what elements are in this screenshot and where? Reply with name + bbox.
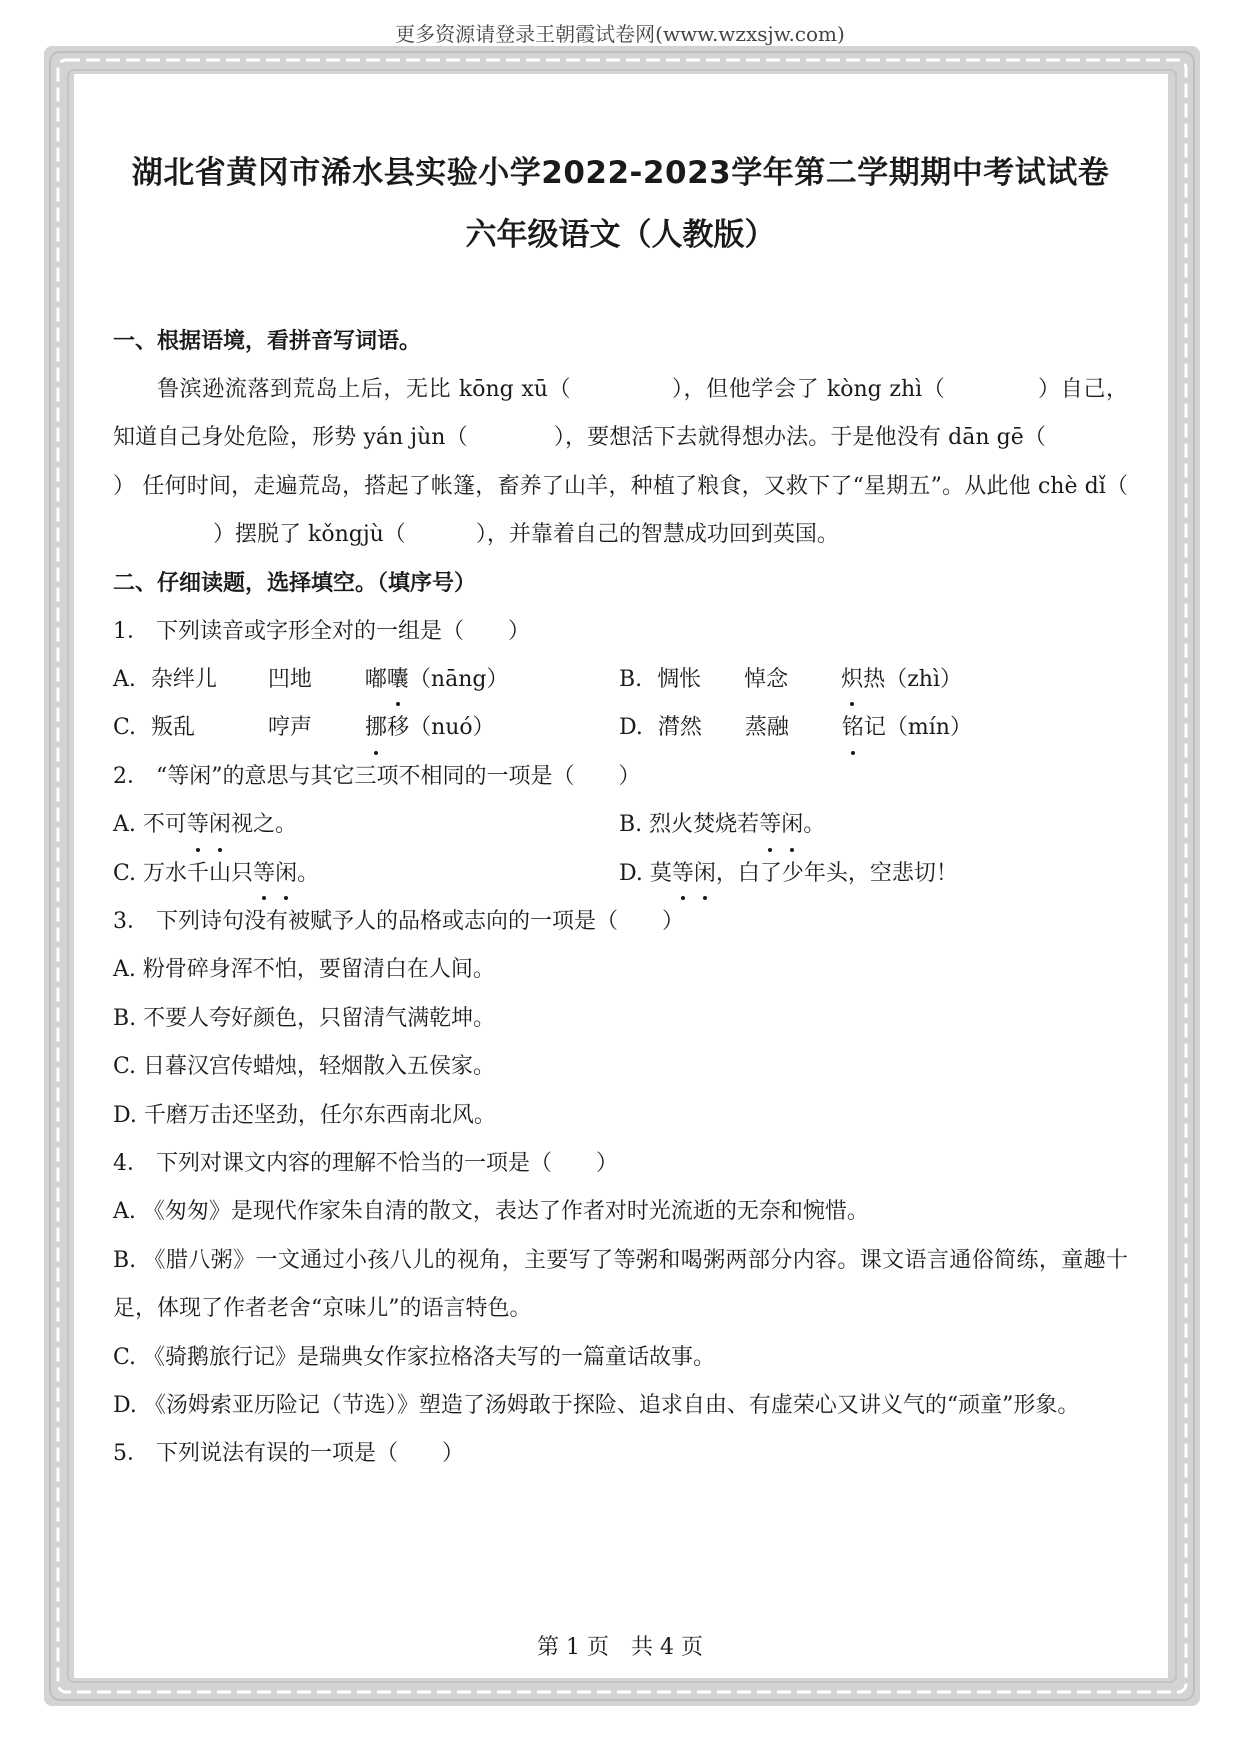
option-label: B. bbox=[619, 667, 643, 693]
option-d[interactable]: D. 莫等闲，白了少年头，空悲切！ bbox=[619, 850, 1125, 898]
option-b[interactable]: B. 不要人夸好颜色，只留清气满乾坤。 bbox=[113, 1005, 496, 1031]
question-3-stem: 3． 下列诗句没有被赋予人的品格或志向的一项是（ ） bbox=[113, 908, 684, 934]
option-b[interactable]: B. 烈火焚烧若等闲。 bbox=[619, 801, 1125, 849]
option-word: 杂绊儿 bbox=[150, 667, 217, 693]
emphasis-char: 挪 bbox=[365, 704, 387, 752]
emphasis-char: 等 bbox=[672, 850, 694, 898]
option-word: 叛乱 bbox=[151, 715, 196, 741]
option-c[interactable]: C. 万水千山只等闲。 bbox=[113, 850, 619, 898]
emphasis-char: 闲 bbox=[209, 801, 231, 849]
emphasis-char: 等 bbox=[759, 801, 781, 849]
option-word: 炽热（zhì） bbox=[841, 656, 962, 704]
option-b[interactable] bbox=[619, 656, 1125, 704]
emphasis-char: 囔 bbox=[387, 656, 409, 704]
emphasis-char: 闲 bbox=[275, 850, 297, 898]
top-banner: 更多资源请登录王朝霞试卷网(www.wzxsjw.com) bbox=[395, 22, 845, 46]
passage-part: ），但他学会了 kòng zhì（ bbox=[671, 377, 946, 402]
emphasis-char: 炽 bbox=[841, 656, 863, 704]
passage-part: ），并靠着自己的智慧成功回到英国。 bbox=[475, 522, 839, 548]
emphasis-char: 铭 bbox=[842, 704, 864, 752]
passage-part: ）摆脱了 kǒngjù（ bbox=[213, 522, 406, 548]
option-label: A. bbox=[113, 667, 136, 693]
exam-subtitle: 六年级语文（人教版） bbox=[465, 217, 776, 253]
option-d[interactable]: D. 《汤姆索亚历险记（节选）》塑造了汤姆敢于探险、追求自由、有虚荣心又讲义气的“顽童”形象。 bbox=[113, 1392, 1080, 1418]
question-1-options-cd bbox=[113, 704, 1128, 752]
question-2-options-ab bbox=[113, 801, 1128, 849]
passage-part: ）自己，知道自己身处危险，形势 yán jùn（ bbox=[113, 377, 1128, 451]
option-word: 铭记（mín） bbox=[842, 704, 972, 752]
question-1-stem: 1． 下列读音或字形全对的一组是（ ） bbox=[113, 618, 530, 644]
question-2-stem: 2． “等闲”的意思与其它三项不相同的一项是（ ） bbox=[113, 763, 641, 789]
exam-title: 湖北省黄冈市浠水县实验小学2022-2023学年第二学期期中考试试卷 bbox=[131, 155, 1110, 191]
passage-part: 鲁滨逊流落到荒岛上后，无比 kōng xū（ bbox=[157, 377, 572, 402]
option-word: 挪移（nuó） bbox=[365, 704, 495, 752]
option-b[interactable]: B. 《腊八粥》一文通过小孩八儿的视角，主要写了等粥和喝粥两部分内容。课文语言通俗简练，童趣十足，体现了作者老舍“京味儿”的语言特色。 bbox=[113, 1247, 1128, 1322]
option-d[interactable] bbox=[619, 704, 1125, 752]
option-label: D. bbox=[619, 715, 643, 741]
option-word: 惆怅 bbox=[657, 667, 702, 693]
question-4-stem: 4． 下列对课文内容的理解不恰当的一项是（ ） bbox=[113, 1150, 618, 1176]
option-word: 悼念 bbox=[744, 667, 789, 693]
question-2-options-cd bbox=[113, 850, 1128, 898]
option-a[interactable]: A. 不可等闲视之。 bbox=[113, 801, 619, 849]
emphasis-char: 闲 bbox=[781, 801, 803, 849]
emphasis-char: 等 bbox=[187, 801, 209, 849]
option-a[interactable] bbox=[113, 656, 619, 704]
option-d[interactable]: D. 千磨万击还坚劲，任尔东西南北风。 bbox=[113, 1102, 496, 1128]
section1-passage bbox=[113, 366, 1128, 560]
passage-part: ），要想活下去就得想办法。于是他没有 dān gē（ bbox=[553, 425, 1046, 451]
section1-heading: 一、根据语境，看拼音写词语。 bbox=[113, 329, 422, 354]
option-word: 嘟囔（nāng） bbox=[365, 656, 509, 704]
question-5-stem: 5． 下列说法有误的一项是（ ） bbox=[113, 1441, 464, 1467]
option-label: C. bbox=[113, 715, 137, 741]
exam-content bbox=[113, 140, 1128, 1479]
emphasis-char: 闲 bbox=[694, 850, 716, 898]
passage-part: ） 任何时间，走遍荒岛，搭起了帐篷，畜养了山羊，种植了粮食，又救下了“星期五”。从此他 chè dǐ（ bbox=[113, 473, 1128, 499]
option-word: 哼声 bbox=[268, 715, 313, 741]
section2-heading: 二、仔细读题，选择填空。（填序号） bbox=[113, 570, 477, 596]
option-word: 蒸融 bbox=[744, 715, 789, 741]
option-a[interactable]: A. 粉骨碎身浑不怕，要留清白在人间。 bbox=[113, 957, 495, 983]
option-word: 凹地 bbox=[267, 667, 312, 693]
option-a[interactable]: A. 《匆匆》是现代作家朱自清的散文，表达了作者对时光流逝的无奈和惋惜。 bbox=[113, 1199, 869, 1225]
emphasis-char: 等 bbox=[253, 850, 275, 898]
option-word: 潸然 bbox=[657, 715, 702, 741]
option-c[interactable]: C. 日暮汉宫传蜡烛，轻烟散入五侯家。 bbox=[113, 1054, 496, 1080]
option-c[interactable] bbox=[113, 704, 619, 752]
question-1-options-ab bbox=[113, 656, 1128, 704]
page-footer: 第 1 页 共 4 页 bbox=[537, 1635, 703, 1660]
option-c[interactable]: C. 《骑鹅旅行记》是瑞典女作家拉格洛夫写的一篇童话故事。 bbox=[113, 1344, 716, 1370]
